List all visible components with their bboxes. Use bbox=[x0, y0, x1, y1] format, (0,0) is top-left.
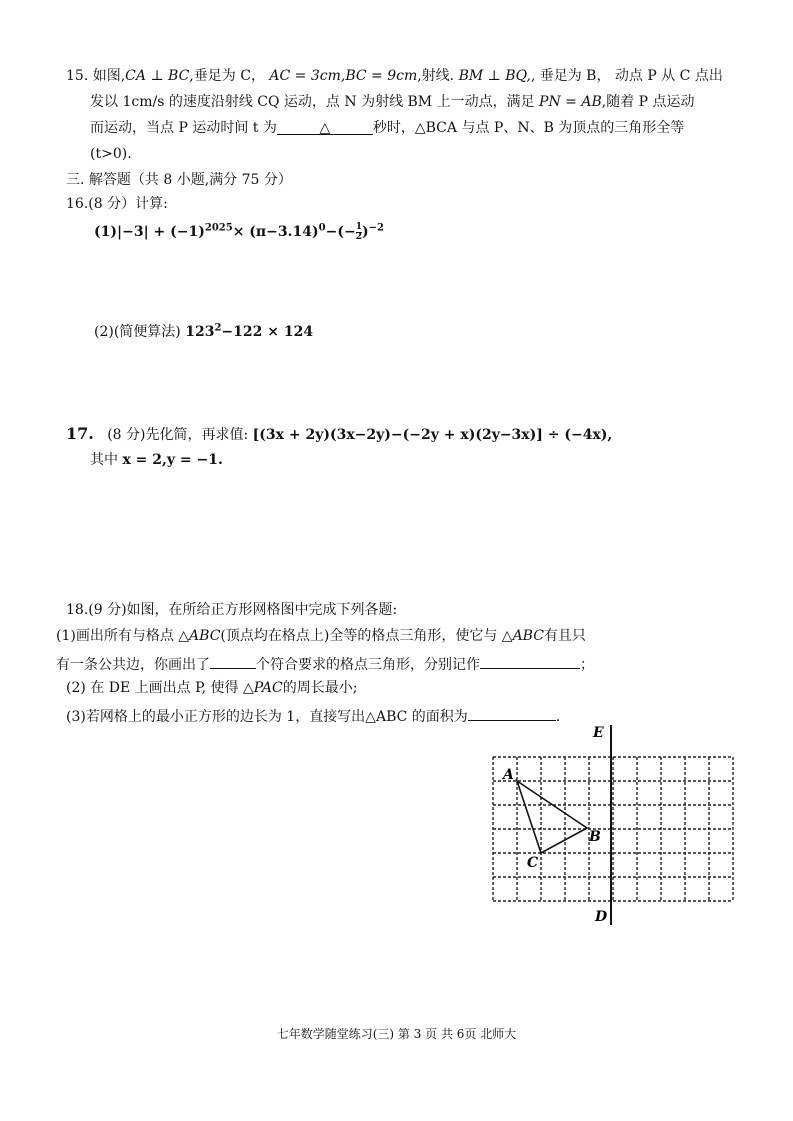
label-d: D bbox=[595, 909, 608, 925]
square-grid bbox=[493, 757, 733, 901]
q17-line-2: 其中 x = 2,y = −1. bbox=[90, 452, 223, 468]
q17-number: 17. bbox=[66, 424, 94, 443]
q18-heading: 18.(9 分)如图，在所给正方形网格图中完成下列各题: bbox=[66, 602, 398, 618]
q15-line-4: (t>0). bbox=[90, 146, 132, 162]
fraction-one-half: $\frac{1}{2}$ bbox=[355, 221, 362, 242]
triangle-abc bbox=[517, 781, 587, 853]
page-footer: 七年数学随堂练习(三) 第 3 页 共 6页 北师大 bbox=[276, 1027, 517, 1041]
label-c: C bbox=[527, 855, 539, 871]
q15-line-1: 15. 如图,CA ⊥ BC,垂足为 C， AC = 3cm,BC = 9cm,射线. BM ⊥ BQ,, 垂足为 B， 动点 P 从 C 点出 bbox=[66, 68, 723, 84]
label-e: E bbox=[593, 725, 604, 741]
q15-answer-blank[interactable]: △ bbox=[277, 118, 373, 135]
q18-area-blank[interactable] bbox=[468, 704, 556, 721]
q18-line-1: (1)画出所有与格点 △ABC(顶点均在格点上)全等的格点三角形，使它与 △ABC有且只 bbox=[56, 628, 586, 644]
grid-figure bbox=[485, 725, 745, 935]
label-a: A bbox=[503, 767, 514, 783]
q17-line-1: 17. (8 分)先化简，再求值: [(3x + 2y)(3x−2y)−(−2y + x)(2y−3x)] ÷ (−4x), bbox=[66, 424, 613, 443]
label-b: B bbox=[589, 829, 601, 845]
q18-count-blank[interactable] bbox=[210, 652, 256, 669]
q15-number: 15. bbox=[66, 68, 89, 84]
q18-line-3: (2) 在 DE 上画出点 P, 使得 △PAC的周长最小; bbox=[66, 680, 358, 696]
q16-heading: 16.(8 分）计算: bbox=[66, 196, 168, 212]
q16-part-1: $(1)|-3| + (-1)^{2025}\times (\pi-3.14)^0-(-$ $\frac{1}{2}$ )$^{-2}$ bbox=[94, 221, 384, 242]
q18-names-blank[interactable] bbox=[480, 652, 580, 669]
q15-line-2: 发以 1cm/s 的速度沿射线 CQ 运动，点 N 为射线 BM 上一动点，满足 PN = AB,随着 P 点运动 bbox=[90, 94, 695, 110]
q18-line-4: (3)若网格上的最小正方形的边长为 1，直接写出△ABC 的面积为 . bbox=[66, 704, 560, 727]
q18-line-2: 有一条公共边，你画出了 个符合要求的格点三角形，分别记作 ； bbox=[56, 652, 594, 675]
section-heading: 三. 解答题（共 8 小题,满分 75 分） bbox=[66, 172, 292, 188]
q15-line-3: 而运动，当点 P 运动时间 t 为 △ 秒时，△BCA 与点 P、N、B 为顶点的三角形全等 bbox=[90, 120, 685, 136]
q16-part-2: (2)(简便算法) $123^2-122 \times 124$ bbox=[94, 322, 314, 340]
